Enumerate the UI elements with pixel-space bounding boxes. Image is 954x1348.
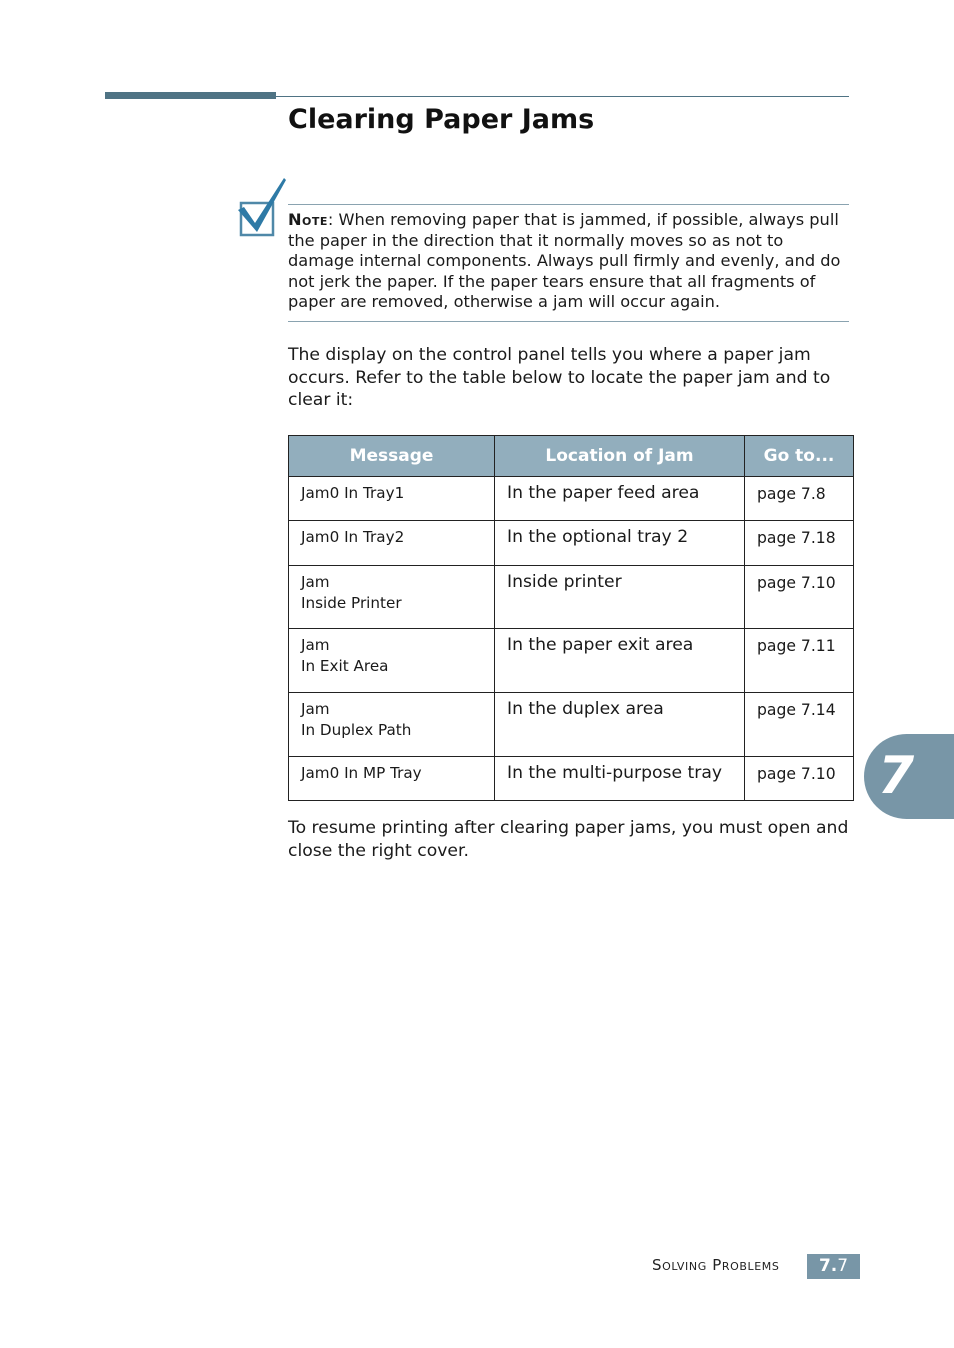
location-cell: In the optional tray 2 bbox=[495, 521, 745, 566]
paper-jam-table bbox=[288, 435, 854, 801]
location-cell: Inside printer bbox=[495, 566, 745, 629]
message-line: In Exit Area bbox=[301, 656, 389, 675]
table-row bbox=[289, 477, 854, 521]
note-label: Note bbox=[288, 210, 328, 229]
table-row bbox=[289, 629, 854, 693]
message-line: Jam bbox=[301, 636, 330, 654]
message-cell bbox=[289, 566, 495, 629]
header-rule-thin bbox=[276, 96, 849, 97]
goto-cell: page 7.14 bbox=[745, 693, 854, 757]
checkmark-note-icon bbox=[236, 176, 290, 240]
message-line: Jam0 In MP Tray bbox=[301, 764, 422, 782]
footer-section-title: Solving Problems bbox=[652, 1256, 780, 1274]
message-line: In Duplex Path bbox=[301, 720, 412, 739]
goto-cell: page 7.10 bbox=[745, 566, 854, 629]
location-cell: In the paper feed area bbox=[495, 477, 745, 521]
message-cell bbox=[289, 477, 495, 521]
message-line: Jam bbox=[301, 573, 330, 591]
note-body: : When removing paper that is jammed, if possible, always pull the paper in the direction that it normally moves so as not to damage internal components. Always pull firmly and evenly, and do not jerk the paper. If the paper tears ensure that all fragments of paper are removed, otherwise a jam will occur again. bbox=[288, 210, 841, 312]
header-message: Message bbox=[289, 436, 495, 477]
header-rule-thick bbox=[105, 92, 276, 99]
table-row bbox=[289, 521, 854, 566]
goto-cell: page 7.18 bbox=[745, 521, 854, 566]
goto-cell: page 7.10 bbox=[745, 757, 854, 801]
goto-cell: page 7.11 bbox=[745, 629, 854, 693]
goto-cell: page 7.8 bbox=[745, 477, 854, 521]
chapter-number: 7 bbox=[878, 746, 915, 806]
table-row bbox=[289, 566, 854, 629]
table-header-row bbox=[289, 436, 854, 477]
location-cell: In the paper exit area bbox=[495, 629, 745, 693]
message-cell bbox=[289, 757, 495, 801]
message-line: Jam bbox=[301, 700, 330, 718]
outro-paragraph: To resume printing after clearing paper jams, you must open and close the right cover. bbox=[288, 818, 849, 861]
footer-page-number bbox=[807, 1254, 860, 1279]
location-cell: In the duplex area bbox=[495, 693, 745, 757]
message-cell bbox=[289, 521, 495, 566]
footer-chapter: 7. bbox=[818, 1256, 838, 1276]
message-line: Jam0 In Tray1 bbox=[301, 484, 405, 502]
intro-paragraph: The display on the control panel tells you where a paper jam occurs. Refer to the table below to locate the paper jam and to clear it: bbox=[288, 345, 831, 411]
note-top-rule bbox=[288, 204, 849, 205]
message-line: Jam0 In Tray2 bbox=[301, 528, 405, 546]
message-cell bbox=[289, 693, 495, 757]
table-row bbox=[289, 693, 854, 757]
message-cell bbox=[289, 629, 495, 693]
footer-page: 7 bbox=[837, 1256, 849, 1276]
chapter-tab bbox=[864, 734, 954, 819]
header-goto: Go to... bbox=[745, 436, 854, 477]
header-location: Location of Jam bbox=[495, 436, 745, 477]
location-cell: In the multi-purpose tray bbox=[495, 757, 745, 801]
note-text bbox=[288, 210, 850, 313]
page-title: Clearing Paper Jams bbox=[288, 104, 595, 135]
table-row bbox=[289, 757, 854, 801]
message-line: Inside Printer bbox=[301, 593, 402, 612]
note-bottom-rule bbox=[288, 321, 849, 322]
